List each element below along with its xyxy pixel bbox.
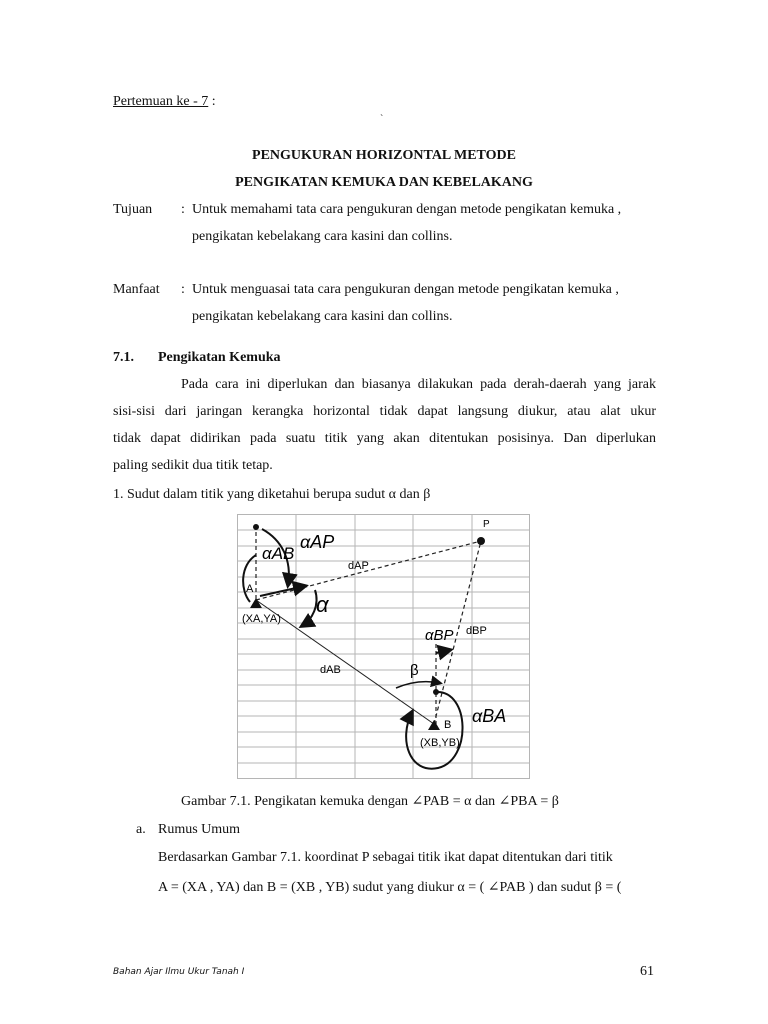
subsection-line-1: Berdasarkan Gambar 7.1. koordinat P sebagai titik ikat dapat ditentukan dari titik (158, 850, 613, 865)
label-dap: dAP (348, 560, 369, 572)
subsection-letter: a. (136, 822, 146, 837)
subsection-line-2: A = (XA , YA) dan B = (XB , YB) sudut yang diukur α = ( ∠PAB ) dan sudut β = ( (158, 880, 622, 895)
line-ab (256, 600, 434, 724)
label-xa: (XA,YA) (242, 613, 281, 625)
figure-caption: Gambar 7.1. Pengikatan kemuka dengan ∠PAB = α dan ∠PBA = β (181, 794, 559, 809)
label-p: P (483, 519, 490, 530)
stray-mark: ` (380, 114, 384, 125)
manfaat-colon: : (181, 282, 185, 297)
paragraph-line-4: paling sedikit dua titik tetap. (113, 458, 273, 473)
label-a: A (246, 583, 254, 595)
label-dbp: dBP (466, 625, 487, 637)
label-alpha-ap: αAP (300, 532, 335, 552)
paragraph-line-3: tidak dapat didirikan pada suatu titik yang akan ditentukan posisinya. Dan diperlukan (113, 431, 656, 446)
label-xb: (XB,YB) (420, 737, 460, 749)
point-north-b (433, 689, 439, 695)
title-line-1: PENGUKURAN HORIZONTAL METODE (252, 148, 516, 163)
manfaat-line-1: Untuk menguasai tata cara pengukuran dengan metode pengikatan kemuka , (192, 282, 619, 297)
meeting-colon: : (208, 94, 216, 109)
manfaat-label: Manfaat (113, 282, 160, 297)
footer-page-number: 61 (640, 964, 654, 979)
tujuan-label: Tujuan (113, 202, 153, 217)
paragraph-line-1: Pada cara ini diperlukan dan biasanya dilakukan pada derah-daerah yang jarak (181, 377, 656, 392)
footer-book-title: Bahan Ajar Ilmu Ukur Tanah I (113, 967, 245, 977)
label-alpha-ba: αBA (472, 706, 507, 726)
list-item-1: 1. Sudut dalam titik yang diketahui berupa sudut α dan β (113, 487, 431, 502)
tujuan-line-2: pengikatan kebelakang cara kasini dan collins. (192, 229, 453, 244)
point-north-a (253, 524, 259, 530)
subsection-title: Rumus Umum (158, 822, 241, 837)
label-alpha: α (316, 592, 329, 617)
title-line-2: PENGIKATAN KEMUKA DAN KEBELAKANG (235, 175, 533, 190)
label-b: B (444, 719, 452, 731)
tujuan-colon: : (181, 202, 185, 217)
arc-alpha-bp (436, 650, 450, 653)
label-dab: dAB (320, 664, 341, 676)
meeting-label: Pertemuan ke - 7 (113, 94, 209, 109)
manfaat-line-2: pengikatan kebelakang cara kasini dan collins. (192, 309, 453, 324)
section-title: Pengikatan Kemuka (158, 350, 281, 365)
label-alpha-bp: αBP (425, 627, 454, 644)
arc-alpha-ba (406, 692, 462, 769)
point-p-marker (477, 537, 485, 545)
tujuan-line-1: Untuk memahami tata cara pengukuran dengan metode pengikatan kemuka , (192, 202, 622, 217)
label-alpha-ab: αAB (262, 544, 295, 563)
label-beta: β (410, 662, 419, 679)
arc-ap-short (260, 586, 305, 596)
section-number: 7.1. (113, 350, 134, 365)
paragraph-line-2: sisi-sisi dari jaringan kerangka horizontal tidak dapat langsung diukur, atau alat ukur (113, 404, 656, 419)
